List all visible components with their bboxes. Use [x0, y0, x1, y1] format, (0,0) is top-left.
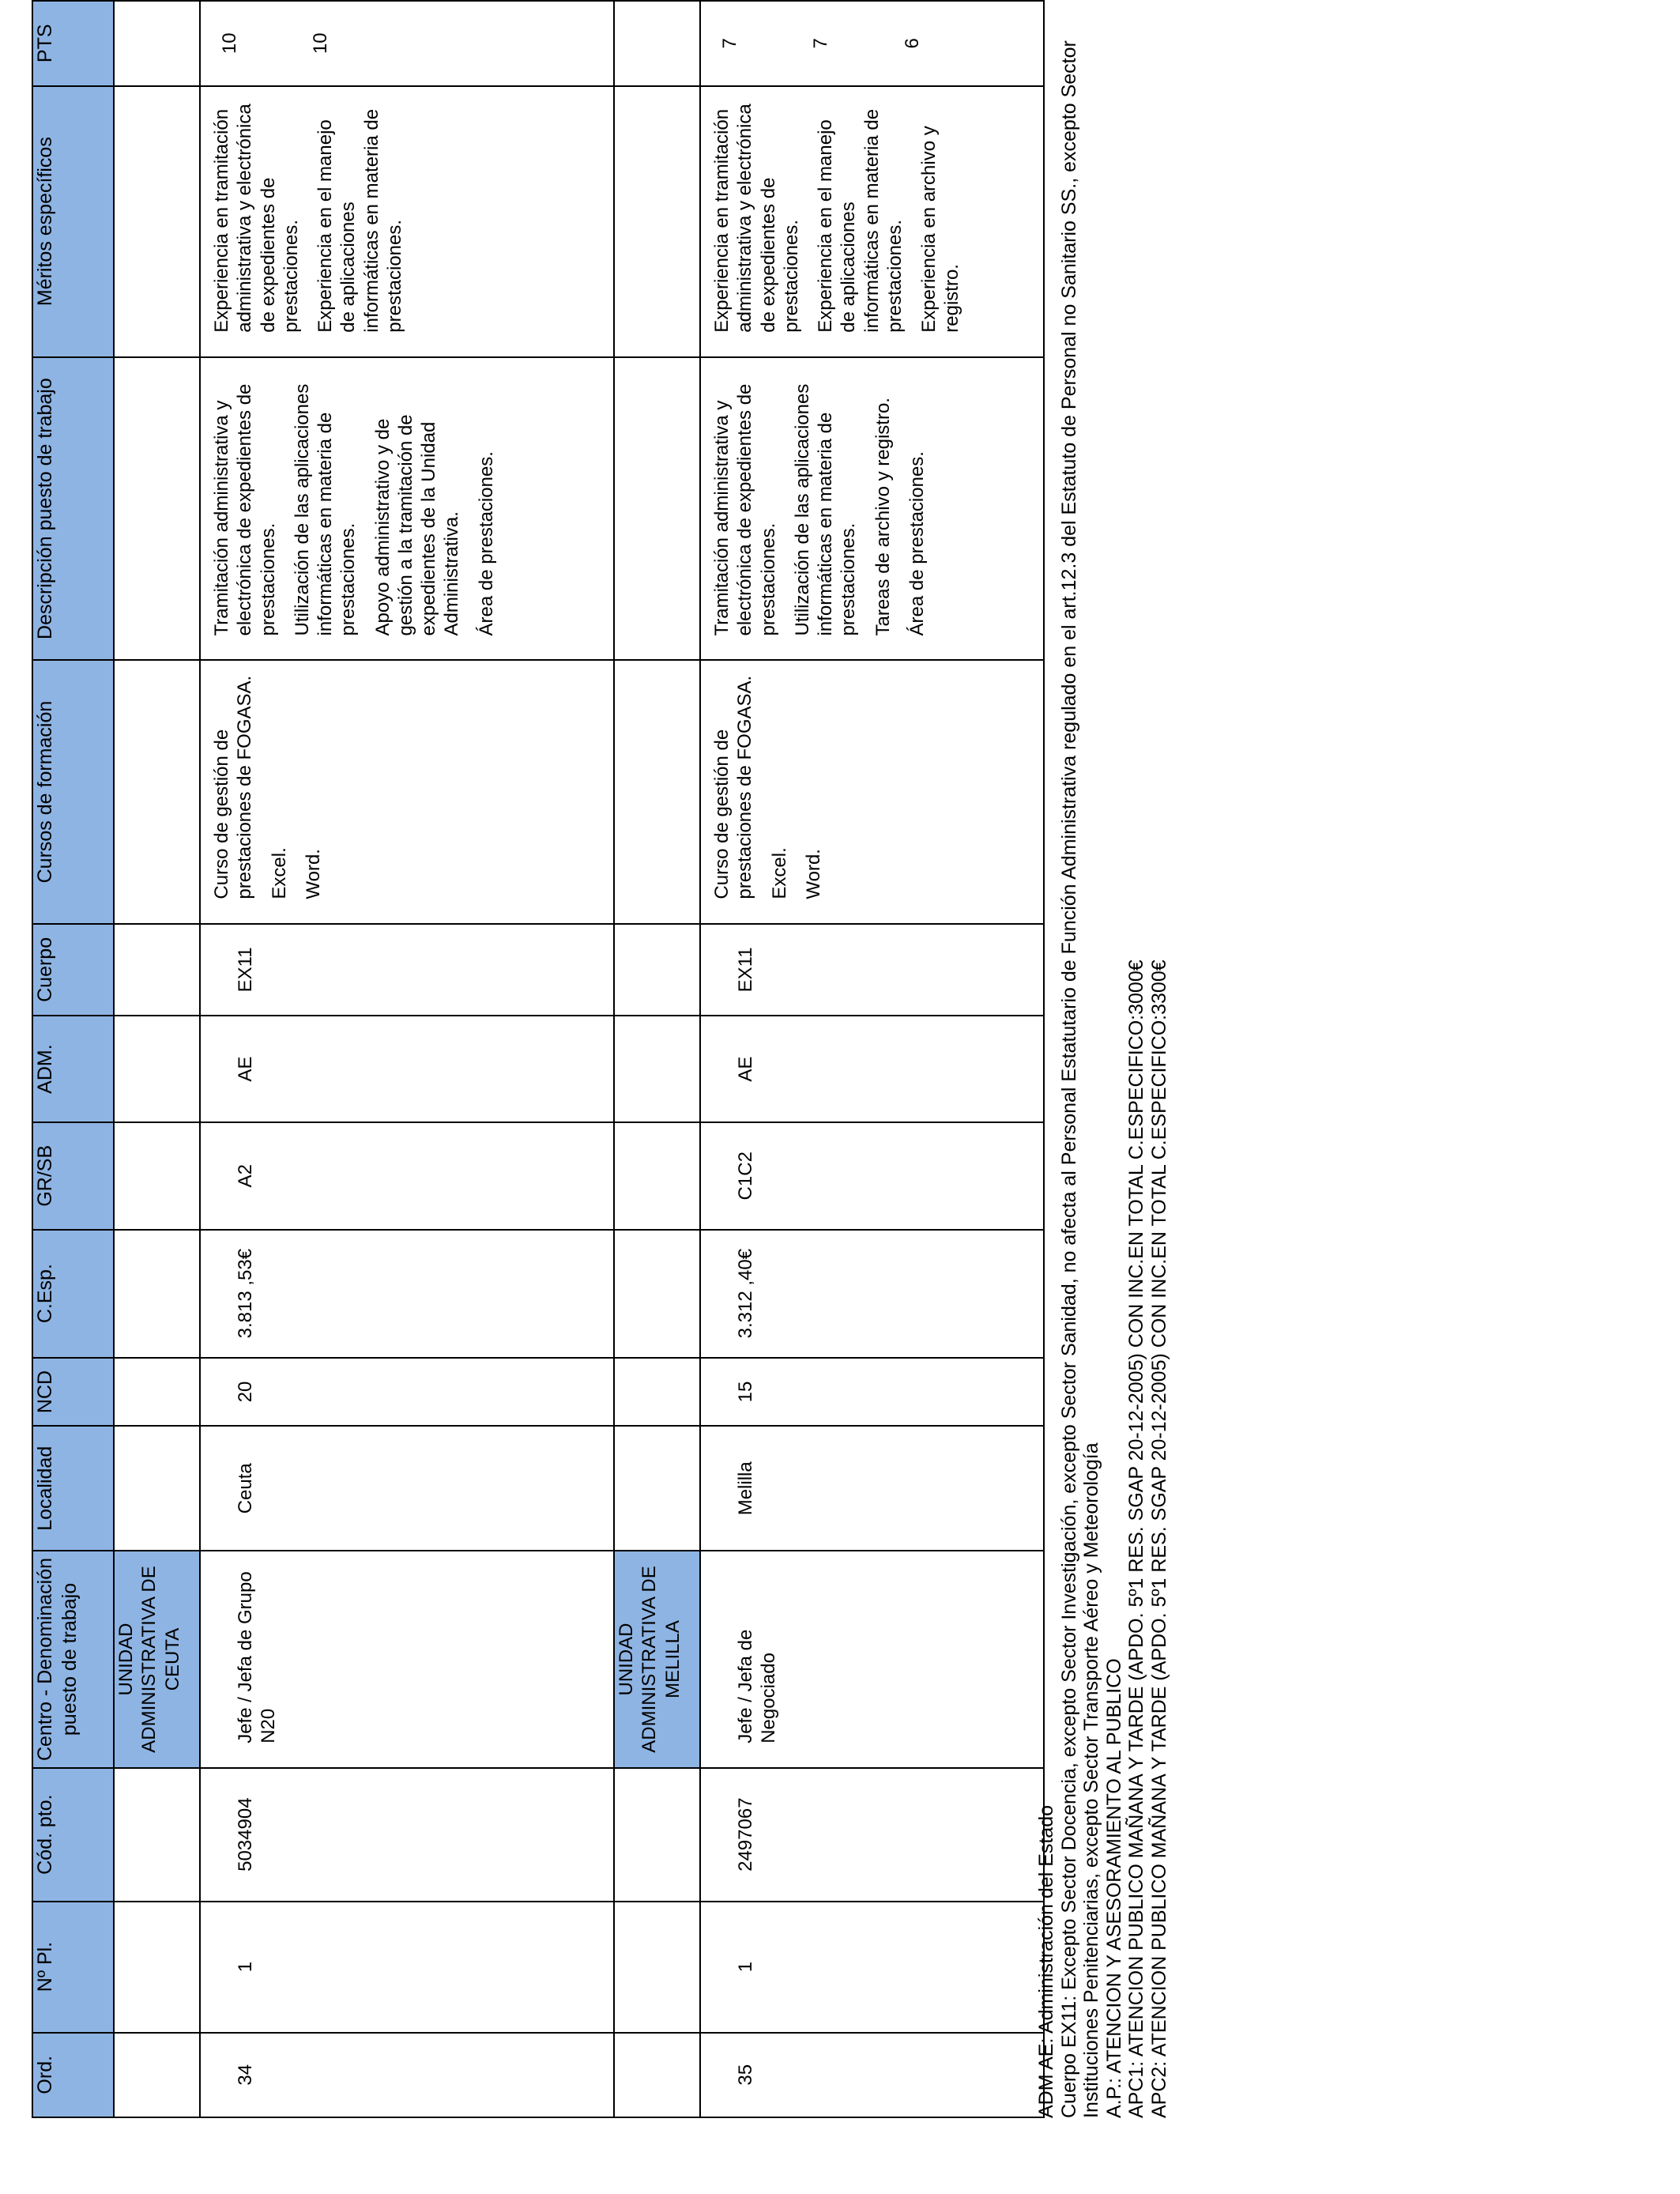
ncd-cell: 15	[700, 1358, 1044, 1427]
col-header-cesp: C.Esp.	[32, 1230, 114, 1358]
list-item: Word.	[302, 849, 324, 899]
pts-value: 7	[719, 38, 740, 49]
meritos-cell	[200, 86, 614, 357]
pts-value: 10	[310, 32, 332, 55]
table-row	[700, 1, 1044, 2117]
list-item: Curso de gestión de prestaciones de FOGASA.	[711, 675, 756, 899]
list-item: Área de prestaciones.	[475, 451, 497, 636]
adm-cell: AE	[700, 1016, 1044, 1122]
cesp-cell: 3.813 ,53€	[200, 1230, 614, 1358]
footnotes	[1035, 40, 1170, 2118]
pts-cell	[200, 1, 614, 86]
puesto-cell: Jefe / Jefa de Grupo N20	[200, 1551, 614, 1768]
list-item: Experiencia en tramitación administrativa y electrónica de expedientes de prestaciones.	[711, 104, 802, 333]
meritos-cell	[700, 86, 1044, 357]
list-item: Área de prestaciones.	[906, 451, 928, 636]
cuerpo-cell: EX11	[200, 924, 614, 1016]
col-header-pts: PTS	[32, 1, 114, 86]
pts-value: 7	[810, 38, 832, 49]
list-item: Curso de gestión de prestaciones de FOGASA.	[211, 675, 256, 899]
col-header-localidad: Localidad	[32, 1426, 114, 1551]
cesp-cell: 3.312 ,40€	[700, 1230, 1044, 1358]
list-item: Tareas de archivo y registro.	[872, 398, 894, 636]
localidad-cell: Ceuta	[200, 1426, 614, 1551]
cursos-cell	[700, 661, 1044, 924]
grsb-cell: C1C2	[700, 1122, 1044, 1230]
footnote-line: APC2: ATENCION PUBLICO MAÑANA Y TARDE (APDO. 5º1 RES. SGAP 20-12-2005) CON INC.EN TOTAL C.ESPECIFICO:3300€	[1147, 959, 1170, 2118]
cursos-cell	[200, 661, 614, 924]
group-row	[114, 1, 200, 2117]
ncd-cell: 20	[200, 1358, 614, 1427]
col-header-npl: Nº Pl.	[32, 1902, 114, 2033]
footnote-line: ADM AE: Administración del Estado	[1035, 1804, 1057, 2118]
list-item: Excel.	[768, 847, 790, 899]
list-item: Experiencia en archivo y registro.	[918, 126, 963, 333]
list-item: Experiencia en tramitación administrativa y electrónica de expedientes de prestaciones.	[211, 104, 302, 333]
pts-value: 6	[901, 38, 923, 49]
header-row	[32, 1, 114, 2117]
descripcion-cell	[200, 357, 614, 661]
list-item: Tramitación administrativa y electrónica de expedientes de prestaciones.	[211, 383, 279, 636]
list-item: Word.	[802, 849, 824, 899]
adm-cell: AE	[200, 1016, 614, 1122]
npl-cell: 1	[700, 1902, 1044, 2033]
footnote-line: Cuerpo EX11: Excepto Sector Docencia, excepto Sector Investigación, excepto Sector Sanidad, no afecta al Personal Estatutario de Función Administrativa regulado en el art.12.3 del Estatuto de Personal no Sanitario SS., excepto Sector	[1057, 40, 1080, 2118]
list-item: Apoyo administrativo y de gestión a la tramitación de expedientes de la Unidad Administrativa.	[371, 414, 463, 636]
col-header-cuerpo: Cuerpo	[32, 924, 114, 1016]
col-header-adm: ADM.	[32, 1016, 114, 1122]
unit-name: UNIDAD ADMINISTRATIVA DE MELILLA	[614, 1551, 700, 1768]
npl-cell: 1	[200, 1902, 614, 2033]
col-header-cursos: Cursos de formación	[32, 661, 114, 924]
ord-cell: 34	[200, 2033, 614, 2117]
col-header-ord: Ord.	[32, 2033, 114, 2117]
footnote-line: APC1: ATENCION PUBLICO MAÑANA Y TARDE (APDO. 5º1 RES. SGAP 20-12-2005) CON INC.EN TOTAL C.ESPECIFICO:3000€	[1125, 959, 1147, 2118]
cuerpo-cell: EX11	[700, 924, 1044, 1016]
pts-value: 10	[219, 32, 240, 55]
footnote-line: A.P.: ATENCION Y ASESORAMIENTO AL PUBLICO	[1102, 1658, 1125, 2118]
descripcion-cell	[700, 357, 1044, 661]
grsb-cell: A2	[200, 1122, 614, 1230]
group-row	[614, 1, 700, 2117]
positions-table	[32, 0, 1045, 2118]
col-header-grsb: GR/SB	[32, 1122, 114, 1230]
list-item: Experiencia en el manejo de aplicaciones informáticas en materia de prestaciones.	[815, 108, 906, 333]
localidad-cell: Melilla	[700, 1426, 1044, 1551]
cod-cell: 2497067	[700, 1768, 1044, 1902]
footnote-line: Instituciones Penitenciarias, excepto Sector Transporte Aéreo y Meteorología	[1080, 1442, 1102, 2118]
list-item: Utilización de las aplicaciones informáticas en materia de prestaciones.	[791, 383, 860, 636]
puesto-cell: Jefe / Jefa de Negociado	[700, 1551, 1044, 1768]
list-item: Utilización de las aplicaciones informáticas en materia de prestaciones.	[291, 383, 360, 636]
col-header-cod: Cód. pto.	[32, 1768, 114, 1902]
list-item: Experiencia en el manejo de aplicaciones informáticas en materia de prestaciones.	[315, 108, 405, 333]
list-item: Excel.	[268, 847, 290, 899]
pts-cell	[700, 1, 1044, 86]
ord-cell: 35	[700, 2033, 1044, 2117]
col-header-meritos: Méritos específicos	[32, 86, 114, 357]
cod-cell: 5034904	[200, 1768, 614, 1902]
col-header-ncd: NCD	[32, 1358, 114, 1427]
col-header-puesto: Centro - Denominación puesto de trabajo	[32, 1551, 114, 1768]
table-row	[200, 1, 614, 2117]
col-header-descripcion: Descripción puesto de trabajo	[32, 357, 114, 661]
list-item: Tramitación administrativa y electrónica de expedientes de prestaciones.	[711, 383, 779, 636]
unit-name: UNIDAD ADMINISTRATIVA DE CEUTA	[114, 1551, 200, 1768]
